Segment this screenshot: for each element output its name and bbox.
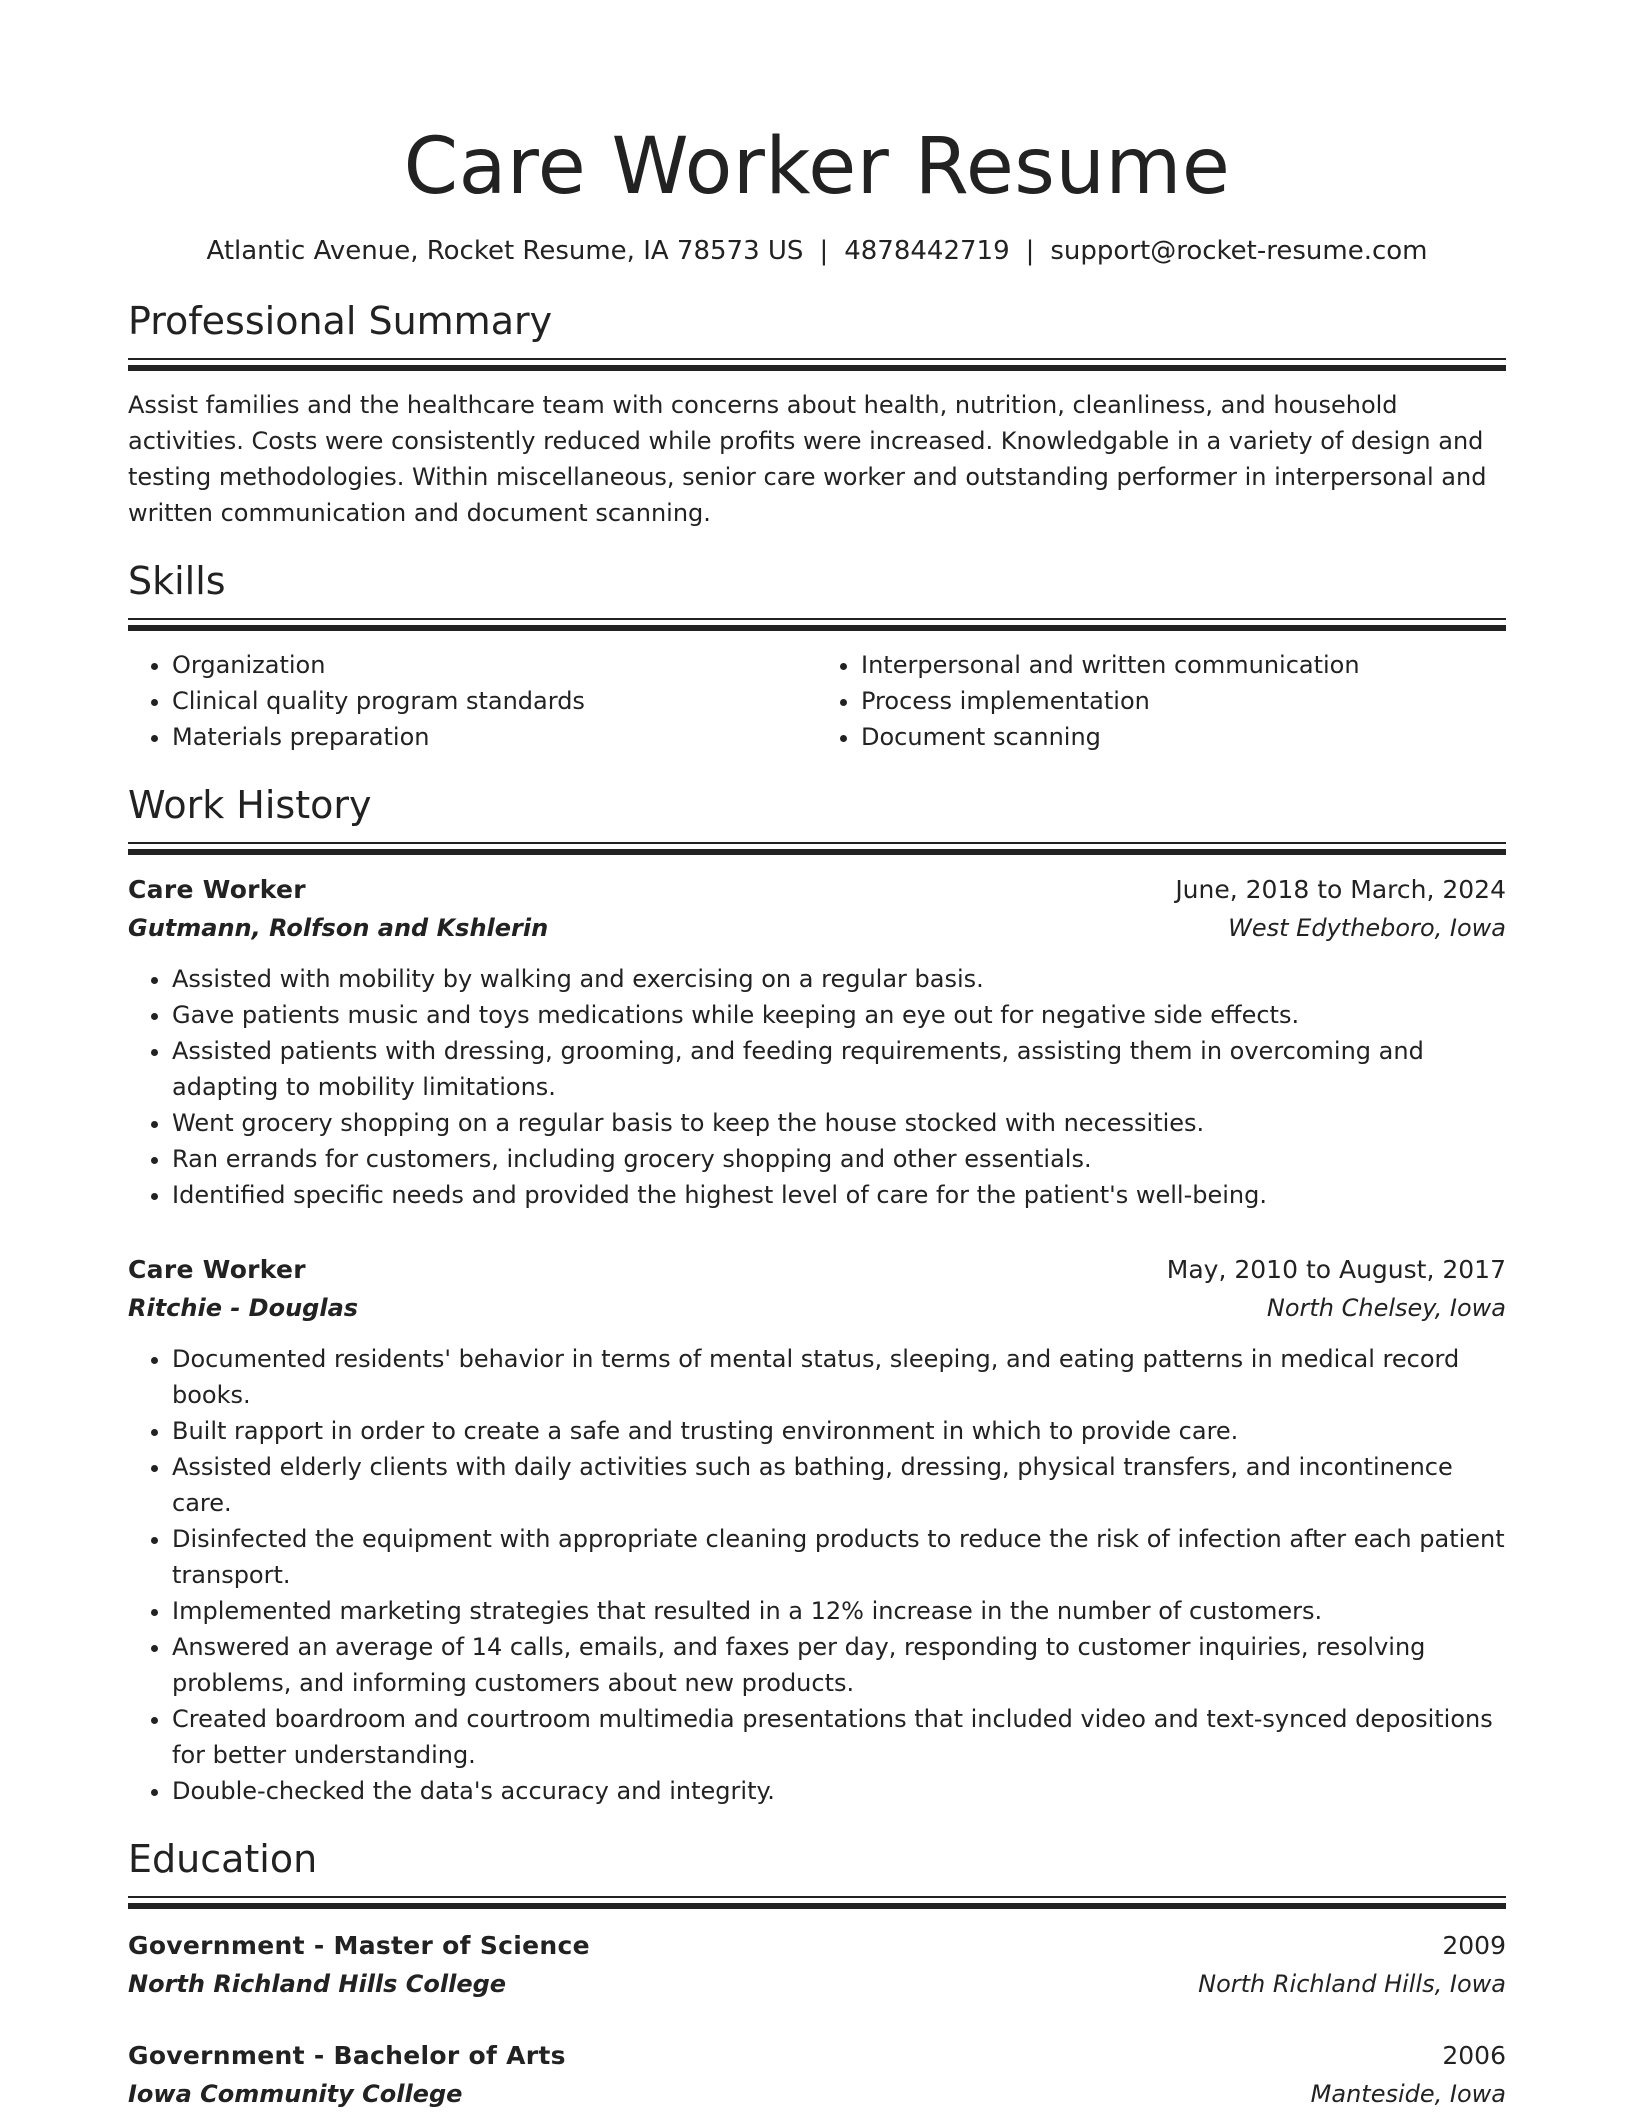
education-year: 2006: [1442, 2041, 1506, 2070]
duty-item: • Implemented marketing strategies that resulted in a 12% increase in the number of customers.: [172, 1593, 1506, 1629]
skill-item: • Organization: [172, 647, 817, 683]
education-year: 2009: [1442, 1931, 1506, 1960]
section-heading: Professional Summary: [128, 299, 553, 343]
skill-item: • Clinical quality program standards: [172, 683, 817, 719]
skills-section: [128, 553, 1506, 755]
section-divider: [128, 358, 1506, 371]
section-heading: Education: [128, 1837, 318, 1881]
job-title-row: [128, 871, 1506, 909]
education-school: North Richland Hills College: [128, 1970, 507, 1998]
education-school-row: [128, 2075, 1506, 2113]
work-history-section: [128, 777, 1506, 1809]
skill-item: • Document scanning: [861, 719, 1506, 755]
education-school: Iowa Community College: [128, 2080, 463, 2108]
section-heading: Skills: [128, 559, 226, 603]
job-role: Care Worker: [128, 1255, 306, 1284]
job-location: West Edytheboro, Iowa: [1228, 914, 1506, 942]
education-degree: Government - Master of Science: [128, 1931, 590, 1960]
section-divider: [128, 842, 1506, 855]
education-entry: [128, 2037, 1506, 2113]
education-location: Manteside, Iowa: [1310, 2080, 1506, 2108]
section-divider: [128, 1896, 1506, 1909]
education-entry: [128, 1927, 1506, 2003]
education-section: [128, 1831, 1506, 2113]
section-heading: Work History: [128, 783, 372, 827]
duty-item: • Created boardroom and courtroom multimedia presentations that included video and text-synced depositions for better understanding.: [172, 1701, 1506, 1773]
job-company-row: [128, 1289, 1506, 1327]
duty-item: • Disinfected the equipment with appropriate cleaning products to reduce the risk of infection after each patient transport.: [172, 1521, 1506, 1593]
job-company-row: [128, 909, 1506, 947]
contact-line: [128, 231, 1506, 271]
job-role: Care Worker: [128, 875, 306, 904]
duty-item: • Identified specific needs and provided the highest level of care for the patient's well-being.: [172, 1177, 1506, 1213]
job-duties: [128, 1341, 1506, 1809]
skill-item: • Materials preparation: [172, 719, 817, 755]
separator: |: [1025, 236, 1035, 266]
duty-item: • Built rapport in order to create a safe and trusting environment in which to provide care.: [172, 1413, 1506, 1449]
duty-item: • Gave patients music and toys medications while keeping an eye out for negative side effects.: [172, 997, 1506, 1033]
email-link[interactable]: support@rocket-resume.com: [1050, 236, 1428, 266]
skill-item: • Process implementation: [861, 683, 1506, 719]
job-dates: June, 2018 to March, 2024: [1175, 875, 1506, 904]
job-company: Gutmann, Rolfson and Kshlerin: [128, 914, 549, 942]
job-entry: [128, 1251, 1506, 1809]
duty-item: • Assisted elderly clients with daily activities such as bathing, dressing, physical transfers, and incontinence care.: [172, 1449, 1506, 1521]
duty-item: • Went grocery shopping on a regular basis to keep the house stocked with necessities.: [172, 1105, 1506, 1141]
page-title: Care Worker Resume: [403, 122, 1231, 212]
skill-item: • Interpersonal and written communication: [861, 647, 1506, 683]
job-location: North Chelsey, Iowa: [1266, 1294, 1506, 1322]
address-text: Atlantic Avenue, Rocket Resume, IA 78573 US: [206, 236, 804, 266]
duty-item: • Assisted with mobility by walking and exercising on a regular basis.: [172, 961, 1506, 997]
section-divider: [128, 618, 1506, 631]
education-location: North Richland Hills, Iowa: [1198, 1970, 1506, 1998]
skills-list-left: [128, 647, 817, 755]
job-dates: May, 2010 to August, 2017: [1166, 1255, 1506, 1284]
education-degree: Government - Bachelor of Arts: [128, 2041, 566, 2070]
duty-item: • Ran errands for customers, including grocery shopping and other essentials.: [172, 1141, 1506, 1177]
education-degree-row: [128, 1927, 1506, 1965]
summary-text: Assist families and the healthcare team with concerns about health, nutrition, cleanliness, and household activities. Costs were consistently reduced while profits were increased. Knowledgable in a variety of design and testing methodologies. Within miscellaneous, senior care worker and outstanding performer in interpersonal and written communication and document scanning.: [128, 391, 1487, 527]
education-school-row: [128, 1965, 1506, 2003]
job-company: Ritchie - Douglas: [128, 1294, 359, 1322]
education-degree-row: [128, 2037, 1506, 2075]
skills-list-right: [817, 647, 1506, 755]
summary-section: [128, 293, 1506, 531]
duty-item: • Documented residents' behavior in terms of mental status, sleeping, and eating patterns in medical record books.: [172, 1341, 1506, 1413]
duty-item: • Double-checked the data's accuracy and integrity.: [172, 1773, 1506, 1809]
skills-columns: [128, 647, 1506, 755]
resume-page: [128, 112, 1506, 2113]
duty-item: • Answered an average of 14 calls, emails, and faxes per day, responding to customer inquiries, resolving problems, and informing customers about new products.: [172, 1629, 1506, 1701]
job-entry: [128, 871, 1506, 1213]
separator: |: [819, 236, 829, 266]
job-duties: [128, 961, 1506, 1213]
job-title-row: [128, 1251, 1506, 1289]
duty-item: • Assisted patients with dressing, grooming, and feeding requirements, assisting them in overcoming and adapting to mobility limitations.: [172, 1033, 1506, 1105]
phone-text: 4878442719: [844, 236, 1010, 266]
